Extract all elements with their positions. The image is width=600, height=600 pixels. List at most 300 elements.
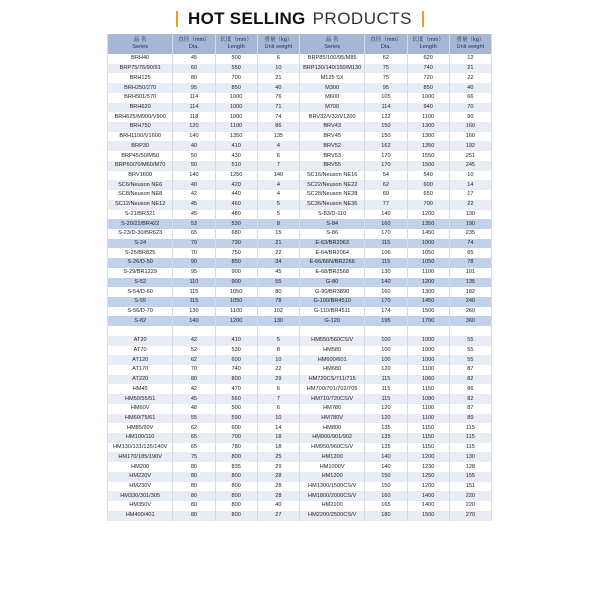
- table-cell: S-84: [299, 219, 364, 229]
- table-cell: 1050: [215, 297, 257, 307]
- table-cell: HM780V: [299, 414, 364, 424]
- table-row: [108, 112, 492, 122]
- table-cell: 120: [365, 404, 407, 414]
- table-cell: 115: [365, 384, 407, 394]
- table-cell: 70: [173, 365, 215, 375]
- table-cell: 1200: [407, 482, 449, 492]
- table-cell: HM1300/1500CS/V: [299, 482, 364, 492]
- table-cell: 1350: [215, 132, 257, 142]
- table-cell: 740: [407, 64, 449, 74]
- column-header-cn: 品 名: [133, 37, 147, 43]
- table-cell: 120: [365, 365, 407, 375]
- table-cell: 65: [173, 433, 215, 443]
- table-cell: 6: [257, 404, 299, 414]
- table-cell: 150: [365, 472, 407, 482]
- column-header-cn: 长度（mm）: [412, 37, 444, 43]
- table-cell: 1450: [407, 229, 449, 239]
- table-cell: AT220: [108, 375, 173, 385]
- table-cell: 1000: [407, 355, 449, 365]
- table-cell: SC16/Neuson NE16: [299, 171, 364, 181]
- table-cell: 74: [257, 112, 299, 122]
- table-row: [108, 346, 492, 356]
- table-header: [108, 34, 492, 54]
- table-cell: E-63/BR2063: [299, 239, 364, 249]
- table-row: [108, 180, 492, 190]
- table-cell: 1100: [407, 365, 449, 375]
- products-table: [107, 34, 492, 521]
- table-cell: HM780: [299, 404, 364, 414]
- column-header-en: Length: [227, 44, 245, 50]
- table-cell: 115: [449, 443, 491, 453]
- table-cell: 251: [449, 151, 491, 161]
- table-row: [108, 297, 492, 307]
- table-cell: 460: [215, 200, 257, 210]
- table-cell: 114: [173, 103, 215, 113]
- table-row: [108, 219, 492, 229]
- table-cell: BRH620: [108, 103, 173, 113]
- table-row: [108, 336, 492, 346]
- table-cell: HM600/601: [299, 355, 364, 365]
- table-cell: 45: [173, 54, 215, 64]
- table-cell: BRV55: [299, 161, 364, 171]
- table-cell: 22: [257, 248, 299, 258]
- table-cell: 135: [365, 433, 407, 443]
- table-cell: 220: [449, 501, 491, 511]
- table-cell: 71: [257, 103, 299, 113]
- table-cell: 480: [215, 210, 257, 220]
- table-cell: 15: [257, 229, 299, 239]
- table-cell: BRV45: [299, 132, 364, 142]
- table-cell: 220: [449, 491, 491, 501]
- column-header: [215, 34, 257, 54]
- table-row: [108, 141, 492, 151]
- table-cell: 1300: [407, 122, 449, 132]
- table-cell: 86: [257, 122, 299, 132]
- table-cell: 115: [173, 297, 215, 307]
- table-cell: BRV52: [299, 141, 364, 151]
- table-cell: 140: [173, 171, 215, 181]
- table-header-row: [108, 34, 492, 54]
- table-cell: 1150: [407, 433, 449, 443]
- table-row: [108, 482, 492, 492]
- table-cell: 115: [365, 375, 407, 385]
- table-cell: 150: [365, 482, 407, 492]
- table-cell: 140: [365, 452, 407, 462]
- table-cell: 800: [215, 511, 257, 521]
- table-cell: 45: [173, 200, 215, 210]
- table-cell: 1000: [407, 346, 449, 356]
- table-cell: 835: [215, 462, 257, 472]
- table-cell: BRV43: [299, 122, 364, 132]
- table-cell: HM100/110: [108, 433, 173, 443]
- table-cell: 80: [173, 482, 215, 492]
- table-cell: 55: [449, 355, 491, 365]
- table-cell: 1300: [407, 287, 449, 297]
- table-cell: 78: [257, 297, 299, 307]
- column-header-cn: 长度（mm）: [220, 37, 252, 43]
- table-cell: G-110/BR4511: [299, 307, 364, 317]
- table-cell: HM60/75/61: [108, 414, 173, 424]
- table-row: [108, 278, 492, 288]
- table-cell: 170: [365, 161, 407, 171]
- table-cell: 680: [215, 229, 257, 239]
- table-cell: 5: [257, 210, 299, 220]
- table-cell: 1080: [407, 394, 449, 404]
- table-cell: 590: [215, 414, 257, 424]
- table-cell: 170: [365, 151, 407, 161]
- table-cell: 170: [365, 229, 407, 239]
- table-cell: 53: [173, 219, 215, 229]
- table-cell: E-66/66N/BR2266: [299, 258, 364, 268]
- table-cell: BRH40: [108, 54, 173, 64]
- table-cell: BRP130/140/150/M130: [299, 64, 364, 74]
- table-cell: [173, 326, 215, 336]
- table-cell: HM800: [299, 423, 364, 433]
- table-cell: S-86: [299, 229, 364, 239]
- table-row: [108, 171, 492, 181]
- table-cell: 6: [257, 151, 299, 161]
- table-cell: HM330/301/305: [108, 491, 173, 501]
- table-cell: 800: [215, 375, 257, 385]
- table-cell: 5: [257, 200, 299, 210]
- table-cell: 80: [173, 375, 215, 385]
- column-header: [365, 34, 407, 54]
- table-cell: 135: [365, 443, 407, 453]
- table-cell: 1250: [407, 472, 449, 482]
- table-cell: HM700/701/702/705: [299, 384, 364, 394]
- table-cell: 162: [365, 141, 407, 151]
- table-cell: 10: [257, 64, 299, 74]
- table-cell: S-55: [108, 297, 173, 307]
- table-cell: 80: [173, 491, 215, 501]
- table-cell: [257, 326, 299, 336]
- table-cell: 1000: [407, 93, 449, 103]
- table-cell: 1550: [407, 151, 449, 161]
- table-cell: 40: [257, 83, 299, 93]
- table-row: [108, 287, 492, 297]
- table-cell: 1450: [407, 297, 449, 307]
- table-cell: 8: [257, 346, 299, 356]
- table-cell: 850: [407, 83, 449, 93]
- table-row: [108, 132, 492, 142]
- table-cell: 106: [365, 248, 407, 258]
- table-cell: BRV53: [299, 151, 364, 161]
- table-cell: 1100: [407, 414, 449, 424]
- table-cell: 600: [407, 180, 449, 190]
- table-cell: 21: [257, 239, 299, 249]
- table-cell: 101: [449, 268, 491, 278]
- table-cell: 130: [173, 307, 215, 317]
- table-cell: [108, 326, 173, 336]
- table-cell: 42: [173, 384, 215, 394]
- table-cell: 155: [449, 472, 491, 482]
- column-header-cn: 直径（mm）: [178, 37, 210, 43]
- table-cell: SC22/Neuson NE22: [299, 180, 364, 190]
- table-cell: 48: [173, 404, 215, 414]
- table-cell: 4: [257, 180, 299, 190]
- table-row: [108, 375, 492, 385]
- table-cell: HM50/55/51: [108, 394, 173, 404]
- table-cell: 87: [449, 365, 491, 375]
- table-cell: HM580: [299, 346, 364, 356]
- table-row: [108, 64, 492, 74]
- table-cell: 62: [365, 180, 407, 190]
- table-cell: 18: [257, 443, 299, 453]
- table-cell: 600: [215, 355, 257, 365]
- table-cell: [215, 326, 257, 336]
- table-cell: HM550/560CS/V: [299, 336, 364, 346]
- table-cell: 800: [215, 491, 257, 501]
- table-cell: HM350V: [108, 501, 173, 511]
- table-cell: 130: [449, 452, 491, 462]
- column-header: [108, 34, 173, 54]
- table-cell: 235: [449, 229, 491, 239]
- table-cell: 245: [449, 161, 491, 171]
- table-cell: 118: [173, 112, 215, 122]
- table-cell: 28: [257, 482, 299, 492]
- table-cell: 6: [257, 384, 299, 394]
- table-cell: 102: [257, 307, 299, 317]
- table-cell: 4: [257, 141, 299, 151]
- table-cell: BRV32/V32/V1200: [299, 112, 364, 122]
- table-cell: 105: [365, 93, 407, 103]
- table-cell: 140: [365, 210, 407, 220]
- table-cell: HM710/720CS/V: [299, 394, 364, 404]
- table-cell: 1350: [407, 141, 449, 151]
- table-cell: 1000: [407, 336, 449, 346]
- table-cell: 86: [449, 384, 491, 394]
- table-cell: 5: [257, 336, 299, 346]
- table-cell: 6: [257, 54, 299, 64]
- table-cell: BRH1100/V1600: [108, 132, 173, 142]
- table-cell: 10: [449, 171, 491, 181]
- table-cell: AT70: [108, 346, 173, 356]
- column-header-cn: 重量（kg）: [456, 37, 485, 43]
- table-cell: 730: [215, 239, 257, 249]
- table-cell: G-90/BR3890: [299, 287, 364, 297]
- table-cell: 160: [449, 132, 491, 142]
- table-cell: 540: [407, 171, 449, 181]
- column-header: [299, 34, 364, 54]
- column-header-en: Dia.: [188, 44, 199, 50]
- table-cell: 82: [449, 394, 491, 404]
- table-cell: 87: [449, 404, 491, 414]
- table-cell: 1000: [215, 103, 257, 113]
- table-cell: 29: [257, 375, 299, 385]
- table-cell: 135: [449, 278, 491, 288]
- table-cell: 62: [173, 355, 215, 365]
- table-cell: 76: [257, 93, 299, 103]
- table-row: [108, 239, 492, 249]
- table-cell: 1150: [407, 423, 449, 433]
- table-cell: 510: [215, 161, 257, 171]
- table-cell: 470: [215, 384, 257, 394]
- table-cell: 22: [449, 73, 491, 83]
- table-row: [108, 210, 492, 220]
- table-row: [108, 307, 492, 317]
- table-cell: 115: [173, 287, 215, 297]
- table-cell: 1050: [407, 258, 449, 268]
- table-cell: 1100: [407, 112, 449, 122]
- table-cell: 1100: [407, 404, 449, 414]
- table-row: [108, 122, 492, 132]
- table-cell: 80: [173, 501, 215, 511]
- table-cell: HM85/90V: [108, 423, 173, 433]
- table-cell: 800: [215, 501, 257, 511]
- table-cell: 1500: [407, 511, 449, 521]
- column-header-en: Series: [132, 44, 149, 50]
- table-cell: SC36/Neuson NE36: [299, 200, 364, 210]
- table-body: [108, 54, 492, 521]
- table-cell: 42: [173, 190, 215, 200]
- table-cell: HM60V: [108, 404, 173, 414]
- column-header-en: Length: [419, 44, 437, 50]
- table-cell: AT170: [108, 365, 173, 375]
- table-cell: 1150: [407, 384, 449, 394]
- table-cell: BRH250/270: [108, 83, 173, 93]
- table-cell: 410: [215, 336, 257, 346]
- table-row: [108, 414, 492, 424]
- table-cell: HM900/901/902: [299, 433, 364, 443]
- table-cell: 1050: [407, 248, 449, 258]
- table-cell: 89: [449, 414, 491, 424]
- table-cell: 45: [173, 210, 215, 220]
- table-cell: 270: [449, 511, 491, 521]
- table-cell: 140: [173, 132, 215, 142]
- table-cell: 54: [365, 171, 407, 181]
- table-cell: 90: [173, 258, 215, 268]
- table-cell: 150: [365, 132, 407, 142]
- table-cell: 95: [173, 83, 215, 93]
- table-cell: 80: [173, 462, 215, 472]
- table-cell: 80: [173, 511, 215, 521]
- table-cell: 114: [173, 93, 215, 103]
- table-cell: 34: [257, 258, 299, 268]
- table-cell: 650: [407, 190, 449, 200]
- table-cell: 50: [173, 151, 215, 161]
- table-cell: 165: [365, 501, 407, 511]
- table-cell: 850: [215, 258, 257, 268]
- table-cell: SC8/Neuson NE8: [108, 190, 173, 200]
- table-cell: 800: [215, 482, 257, 492]
- table-cell: E-68/BR2568: [299, 268, 364, 278]
- table-cell: HM45: [108, 384, 173, 394]
- table-cell: 1200: [215, 316, 257, 326]
- table-cell: 66: [449, 93, 491, 103]
- table-cell: S-20/22/BR422: [108, 219, 173, 229]
- table-cell: G-120: [299, 316, 364, 326]
- table-cell: 75: [365, 73, 407, 83]
- table-cell: BRH625/M900/V900: [108, 112, 173, 122]
- column-header-en: Unit weight: [456, 44, 485, 50]
- table-cell: 14: [449, 180, 491, 190]
- table-cell: 1230: [407, 462, 449, 472]
- table-cell: 360: [449, 316, 491, 326]
- table-cell: 140: [365, 462, 407, 472]
- table-cell: 110: [173, 278, 215, 288]
- table-cell: 80: [257, 287, 299, 297]
- table-cell: S-24: [108, 239, 173, 249]
- table-cell: SC12/Neuson NE12: [108, 200, 173, 210]
- table-cell: [299, 326, 364, 336]
- table-cell: 560: [215, 394, 257, 404]
- table-cell: BRV1600: [108, 171, 173, 181]
- table-cell: 1200: [407, 210, 449, 220]
- table-cell: BRH125: [108, 73, 173, 83]
- table-cell: 170: [365, 297, 407, 307]
- column-header: [173, 34, 215, 54]
- table-cell: 260: [449, 307, 491, 317]
- table-row: [108, 384, 492, 394]
- table-cell: S-26/D-50: [108, 258, 173, 268]
- table-row: [108, 491, 492, 501]
- table-cell: 130: [365, 268, 407, 278]
- table-cell: 70: [449, 103, 491, 113]
- table-cell: 95: [173, 268, 215, 278]
- table-cell: 40: [173, 141, 215, 151]
- table-cell: 620: [407, 54, 449, 64]
- table-cell: M600: [299, 93, 364, 103]
- table-cell: 50: [173, 161, 215, 171]
- table-cell: 82: [449, 375, 491, 385]
- table-cell: 1060: [407, 375, 449, 385]
- table-cell: 12: [449, 54, 491, 64]
- table-cell: 190: [449, 219, 491, 229]
- table-cell: [407, 326, 449, 336]
- table-cell: 151: [449, 482, 491, 492]
- table-cell: 14: [257, 423, 299, 433]
- table-cell: BRP85/100/95/M85: [299, 54, 364, 64]
- table-cell: M700: [299, 103, 364, 113]
- column-header: [407, 34, 449, 54]
- table-cell: 29: [257, 462, 299, 472]
- table-cell: 410: [215, 141, 257, 151]
- table-row: [108, 511, 492, 521]
- table-cell: 114: [365, 103, 407, 113]
- table-row: [108, 316, 492, 326]
- table-row: [108, 452, 492, 462]
- table-cell: 940: [407, 103, 449, 113]
- table-cell: 40: [173, 180, 215, 190]
- table-row: [108, 83, 492, 93]
- table-cell: 740: [215, 365, 257, 375]
- table-cell: BRH750: [108, 122, 173, 132]
- table-row: [108, 326, 492, 336]
- table-row: [108, 501, 492, 511]
- column-header: [257, 34, 299, 54]
- table-cell: 130: [449, 210, 491, 220]
- table-row: [108, 404, 492, 414]
- table-cell: [365, 326, 407, 336]
- table-cell: 100: [365, 355, 407, 365]
- table-cell: HM1200: [299, 452, 364, 462]
- table-row: [108, 229, 492, 239]
- table-cell: M300: [299, 83, 364, 93]
- table-cell: 720: [407, 73, 449, 83]
- table-cell: 195: [365, 316, 407, 326]
- table-cell: 1250: [215, 171, 257, 181]
- table-cell: 115: [449, 423, 491, 433]
- table-cell: 25: [257, 452, 299, 462]
- table-cell: SC6/Neuson NE6: [108, 180, 173, 190]
- table-cell: HM1800/2000CS/V: [299, 491, 364, 501]
- table-cell: 140: [365, 278, 407, 288]
- table-cell: 900: [215, 278, 257, 288]
- table-cell: HM950/960CS/V: [299, 443, 364, 453]
- table-cell: HM400/401: [108, 511, 173, 521]
- table-cell: S-83/D-110: [299, 210, 364, 220]
- table-row: [108, 433, 492, 443]
